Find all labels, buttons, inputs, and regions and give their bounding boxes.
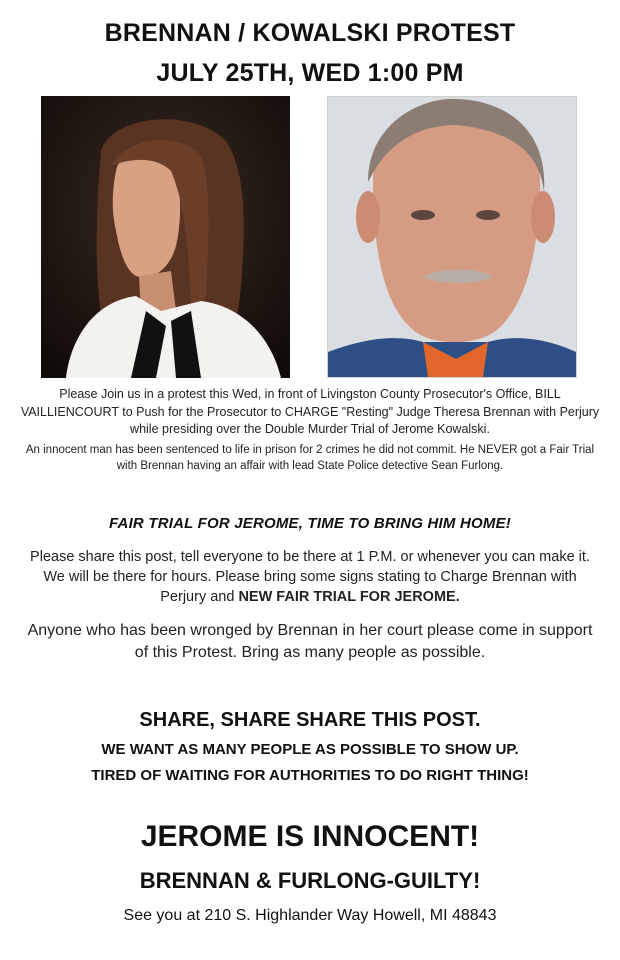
poster-title: BRENNAN / KOWALSKI PROTEST bbox=[104, 19, 516, 47]
share-instructions-paragraph bbox=[20, 547, 600, 607]
event-address: See you at 210 S. Highlander Way Howell, MI 48843 bbox=[123, 907, 497, 924]
call-to-action-line1: WE WANT AS MANY PEOPLE AS POSSIBLE TO SHOW UP. bbox=[101, 741, 519, 758]
intro-paragraph: Please Join us in a protest this Wed, in front of Livingston County Prosecutor's Office, BILL VAILLIENCOURT to Push for the Prosecutor to CHARGE "Resting" Judge Theresa Brennan with Perjury while presiding over the Double Murder Trial of Jerome Kowalski. bbox=[20, 387, 600, 436]
share-instructions-bold: NEW FAIR TRIAL FOR JEROME. bbox=[238, 589, 460, 605]
support-paragraph: Anyone who has been wronged by Brennan in her court please come in support of this Protest. Bring as many people as possible. bbox=[27, 622, 593, 661]
share-instructions-text: Please share this post, tell everyone to be there at 1 P.M. or whenever you can make it. We will be there for hours. Please bring some signs stating to Charge Brennan with Perjury and bbox=[30, 549, 590, 605]
innocent-heading: JEROME IS INNOCENT! bbox=[140, 820, 480, 853]
call-to-action-line2: TIRED OF WAITING FOR AUTHORITIES TO DO RIGHT THING! bbox=[91, 767, 529, 784]
slogan-heading: FAIR TRIAL FOR JEROME, TIME TO BRING HIM HOME! bbox=[109, 515, 511, 532]
innocence-paragraph: An innocent man has been sentenced to life in prison for 2 crimes he did not commit. He NEVER got a Fair Trial with Brennan having an affair with lead State Police detective Sean Furlong. bbox=[25, 444, 595, 472]
poster-date-time: JULY 25TH, WED 1:00 PM bbox=[156, 59, 464, 87]
woman-portrait-photo bbox=[41, 96, 290, 378]
guilty-heading: BRENNAN & FURLONG-GUILTY! bbox=[139, 868, 481, 893]
man-mugshot-photo bbox=[327, 96, 577, 378]
share-heading: SHARE, SHARE SHARE THIS POST. bbox=[139, 709, 481, 731]
